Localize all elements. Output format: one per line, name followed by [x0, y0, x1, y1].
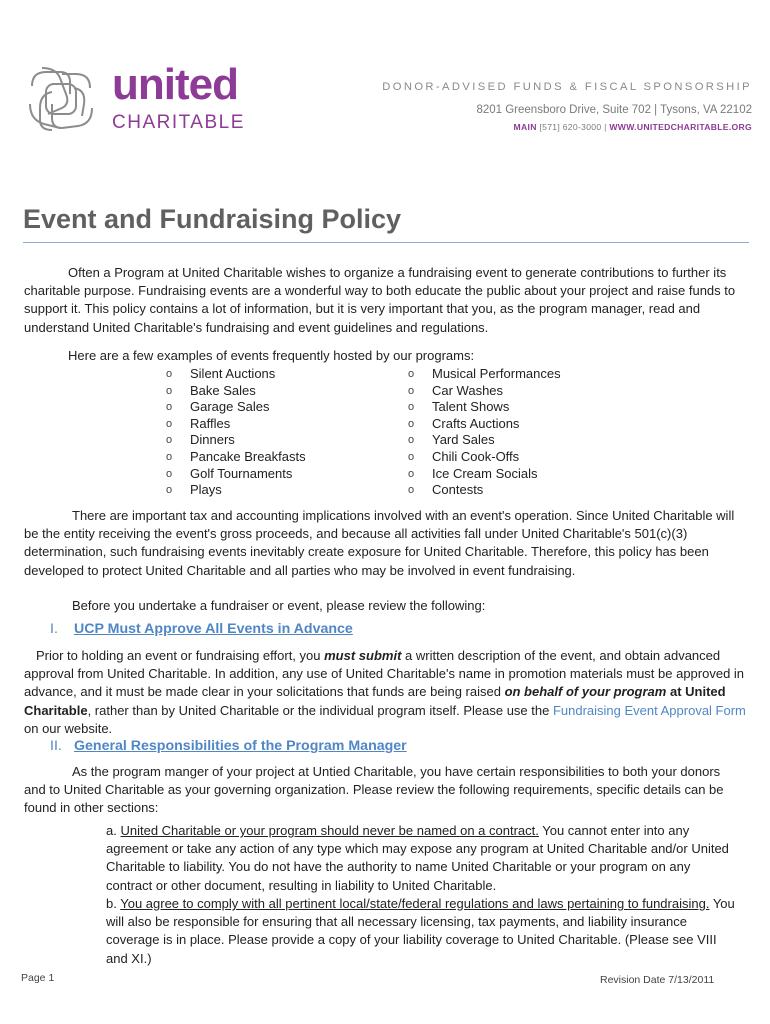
- bullet-icon: o: [408, 434, 415, 447]
- section-1-title: UCP Must Approve All Events in Advance: [74, 621, 353, 637]
- section-1-paragraph: Prior to holding an event or fundraising effort, you must submit a written description of the event, and obtain advanced approval from United Charitable. In addition, any use of United Charitable's name in promotion materials must be approved in advance, and it must be made clear in your solicitations that funds are being raised on behalf of your program at United Charitable, rather than by United Charitable or the individual program itself. Please use the Fundraising Event Approval Form on our website.: [24, 648, 746, 736]
- list-item: o Car Washes: [408, 382, 504, 398]
- list-item: o Pancake Breakfasts: [166, 448, 306, 464]
- bullet-icon: o: [408, 368, 415, 380]
- list-item: o Golf Tournaments: [166, 465, 293, 481]
- page-title: Event and Fundraising Policy: [23, 204, 402, 234]
- bullet-icon: o: [166, 368, 173, 380]
- list-item: o Contests: [408, 482, 484, 498]
- intro-paragraph: Often a Program at United Charitable wishes to organize a fundraising event to generate contributions to further its charitable purpose. Fundraising events are a wonderful way to both educate the public about your project and raise funds to support it. This policy contains a lot of information, but it is very important that you, as the program manager, read and understand United Charitable's fundraising and event guidelines and regulations.: [24, 265, 736, 335]
- bullet-icon: o: [166, 384, 173, 397]
- page-number: Page 1: [21, 972, 55, 984]
- united-charitable-logo-icon: [26, 64, 96, 136]
- bullet-icon: o: [408, 401, 415, 414]
- list-item: o Garage Sales: [166, 399, 270, 415]
- bullet-icon: o: [408, 450, 415, 463]
- list-item: o Raffles: [166, 415, 231, 431]
- contact-line: [514, 122, 752, 132]
- section-2-title: General Responsibilities of the Program Manager: [74, 738, 407, 754]
- list-item: o Yard Sales: [408, 432, 495, 448]
- list-item: o Dinners: [166, 432, 235, 448]
- bullet-icon: o: [166, 450, 173, 463]
- bullet-icon: o: [408, 417, 415, 430]
- section-1-heading: [50, 621, 353, 637]
- bullet-icon: o: [408, 467, 415, 480]
- list-item: o Chili Cook-Offs: [408, 448, 520, 464]
- review-intro: Before you undertake a fundraiser or event, please review the following:: [72, 598, 486, 613]
- events-list-left: [166, 366, 306, 499]
- brand-name: united: [112, 60, 238, 109]
- tax-paragraph: There are important tax and accounting implications involved with an event's operation. Since United Charitable will be the entity receiving the event's gross proceeds, and because all activities fall under United Charitable's 501(c)(3) determination, such fundraising events inevitably create exposure for United Charitable. Therefore, this policy has been developed to protect United Charitable and all parties who may be involved in event fundraising.: [24, 508, 735, 578]
- bullet-icon: o: [408, 384, 415, 397]
- address: 8201 Greensboro Drive, Suite 702 | Tysons, VA 22102: [476, 104, 752, 116]
- tagline: DONOR-ADVISED FUNDS & FISCAL SPONSORSHIP: [382, 81, 752, 93]
- list-item: o Crafts Auctions: [408, 415, 520, 431]
- list-item: o Talent Shows: [408, 399, 510, 415]
- list-item: o Silent Auctions: [166, 366, 276, 381]
- section-2-heading: [50, 738, 407, 754]
- list-item: o Musical Performances: [408, 366, 561, 381]
- title-divider: [23, 242, 749, 243]
- bullet-icon: o: [166, 401, 173, 414]
- bullet-icon: o: [166, 484, 173, 497]
- events-list-right: [408, 366, 561, 499]
- bullet-icon: o: [166, 417, 173, 430]
- bullet-icon: o: [166, 467, 173, 480]
- section-1-number: I.: [50, 621, 58, 637]
- list-item: o Plays: [166, 482, 222, 498]
- section-2-intro: As the program manger of your project at Untied Charitable, you have certain responsibilities to both your donors and to United Charitable as your governing organization. Please review the following requirements, specific details can be found in other sections:: [24, 764, 724, 816]
- approval-form-link[interactable]: Fundraising Event Approval Form: [552, 702, 746, 718]
- bullet-icon: o: [408, 484, 415, 497]
- contact-phone: [571] 620-3000 |: [539, 122, 607, 132]
- contact-website[interactable]: WWW.UNITEDCHARITABLE.ORG: [609, 122, 752, 132]
- bullet-icon: o: [166, 434, 173, 447]
- examples-intro: Here are a few examples of events frequently hosted by our programs:: [68, 348, 475, 363]
- list-item: o Bake Sales: [166, 382, 256, 398]
- brand-subname: CHARITABLE: [112, 112, 245, 133]
- revision-date: Revision Date 7/13/2011: [600, 974, 715, 986]
- section-2-number: II.: [50, 738, 62, 754]
- list-item: o Ice Cream Socials: [408, 465, 538, 481]
- requirement-b: b. You agree to comply with all pertinent local/state/federal regulations and laws pertaining to fundraising. You will also be responsible for ensuring that all necessary licensing, tax payments, and liability insurance coverage is in place. Please provide a copy of your liability coverage to United Charitable. (Please see VIII and XI.): [106, 896, 735, 966]
- requirement-a: a. United Charitable or your program should never be named on a contract. You cannot enter into any agreement or take any action of any type which may expose any program at United Charitable and/or United Charitable to liability. You do not have the authority to name United Charitable or your program on any contract or other document, resulting in liability to United Charitable.: [106, 823, 729, 893]
- contact-label: MAIN: [513, 122, 537, 132]
